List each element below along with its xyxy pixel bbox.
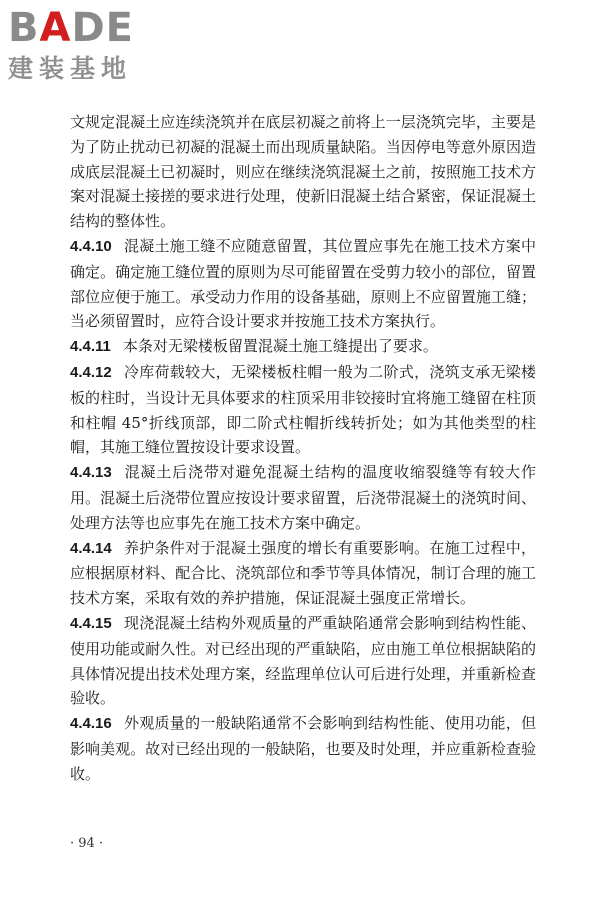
clause-number: 4.4.14: [70, 539, 112, 557]
clause-number: 4.4.16: [70, 715, 112, 733]
clause-number: 4.4.15: [70, 614, 112, 632]
clause-text: 养护条件对于混凝土强度的增长有重要影响。在施工过程中，应根据原材料、配合比、浇筑部位和季节等具体情况，制订合理的施工技术方案，采取有效的养护措施，保证混凝土强度正常增长。: [70, 538, 536, 608]
clause-text: 现浇混凝土结构外观质量的严重缺陷通常会影响到结构性能、使用功能或耐久性。对已经出现的严重缺陷，应由施工单位根据缺陷的具体情况提出技术处理方案，经监理单位认可后进行处理，并重新检查验收。: [70, 613, 536, 708]
bade-logo: [8, 6, 178, 84]
clause-text: 混凝土施工缝不应随意留置，其位置应事先在施工技术方案中确定。确定施工缝位置的原则为尽可能留置在受剪力较小的部位，留置部位应便于施工。承受动力作用的设备基础，原则上不应留置施工缝；当必须留置时，应符合设计要求并按施工技术方案执行。: [70, 236, 536, 331]
intro-paragraph: 文规定混凝土应连续浇筑并在底层初凝之前将上一层浇筑完毕，主要是为了防止扰动已初凝的混凝土而出现质量缺陷。当因停电等意外原因造成底层混凝土已初凝时，则应在继续浇筑混凝土之前，按照施工技术方案对混凝土接搓的要求进行处理，使新旧混凝土结合紧密，保证混凝土结构的整体性。: [70, 113, 536, 231]
clause-4-4-14: [70, 536, 536, 611]
clause-number: 4.4.12: [70, 363, 112, 381]
logo-letters-de: DE: [71, 5, 134, 51]
logo-letter-a: A: [39, 5, 72, 51]
clause-4-4-13: [70, 460, 536, 535]
logo-wordmark: [8, 6, 178, 50]
clause-4-4-12: [70, 360, 536, 460]
document-body: [70, 110, 536, 787]
clause-text: 冷库荷载较大，无梁楼板柱帽一般为二阶式，浇筑支承无梁楼板的柱时，当设计无具体要求的柱顶采用非铰接时宜将施工缝留在柱顶和柱帽 45°折线顶部，即二阶式柱帽折线转折处；如为其他类型的柱帽，其施工缝位置按设计要求设置。: [70, 362, 536, 457]
clause-text: 混凝土后浇带对避免混凝土结构的温度收缩裂缝等有较大作用。混凝土后浇带位置应按设计要求留置，后浇带混凝土的浇筑时间、处理方法等也应事先在施工技术方案中确定。: [70, 463, 536, 532]
clause-4-4-11: [70, 334, 536, 360]
page-number: · 94 ·: [70, 836, 104, 851]
logo-letter-b: B: [8, 5, 40, 51]
clause-4-4-15: [70, 611, 536, 711]
clause-number: 4.4.10: [70, 237, 112, 255]
clause-number: 4.4.13: [70, 464, 112, 482]
clause-4-4-16: [70, 711, 536, 786]
clause-number: 4.4.11: [70, 338, 111, 356]
clause-4-4-10: [70, 234, 536, 334]
logo-subtitle: 建装基地: [8, 54, 133, 83]
clause-text: 本条对无梁楼板留置混凝土施工缝提出了要求。: [122, 337, 438, 356]
clause-text: 外观质量的一般缺陷通常不会影响到结构性能、使用功能，但影响美观。故对已经出现的一般缺陷，也要及时处理，并应重新检查验收。: [70, 714, 536, 783]
